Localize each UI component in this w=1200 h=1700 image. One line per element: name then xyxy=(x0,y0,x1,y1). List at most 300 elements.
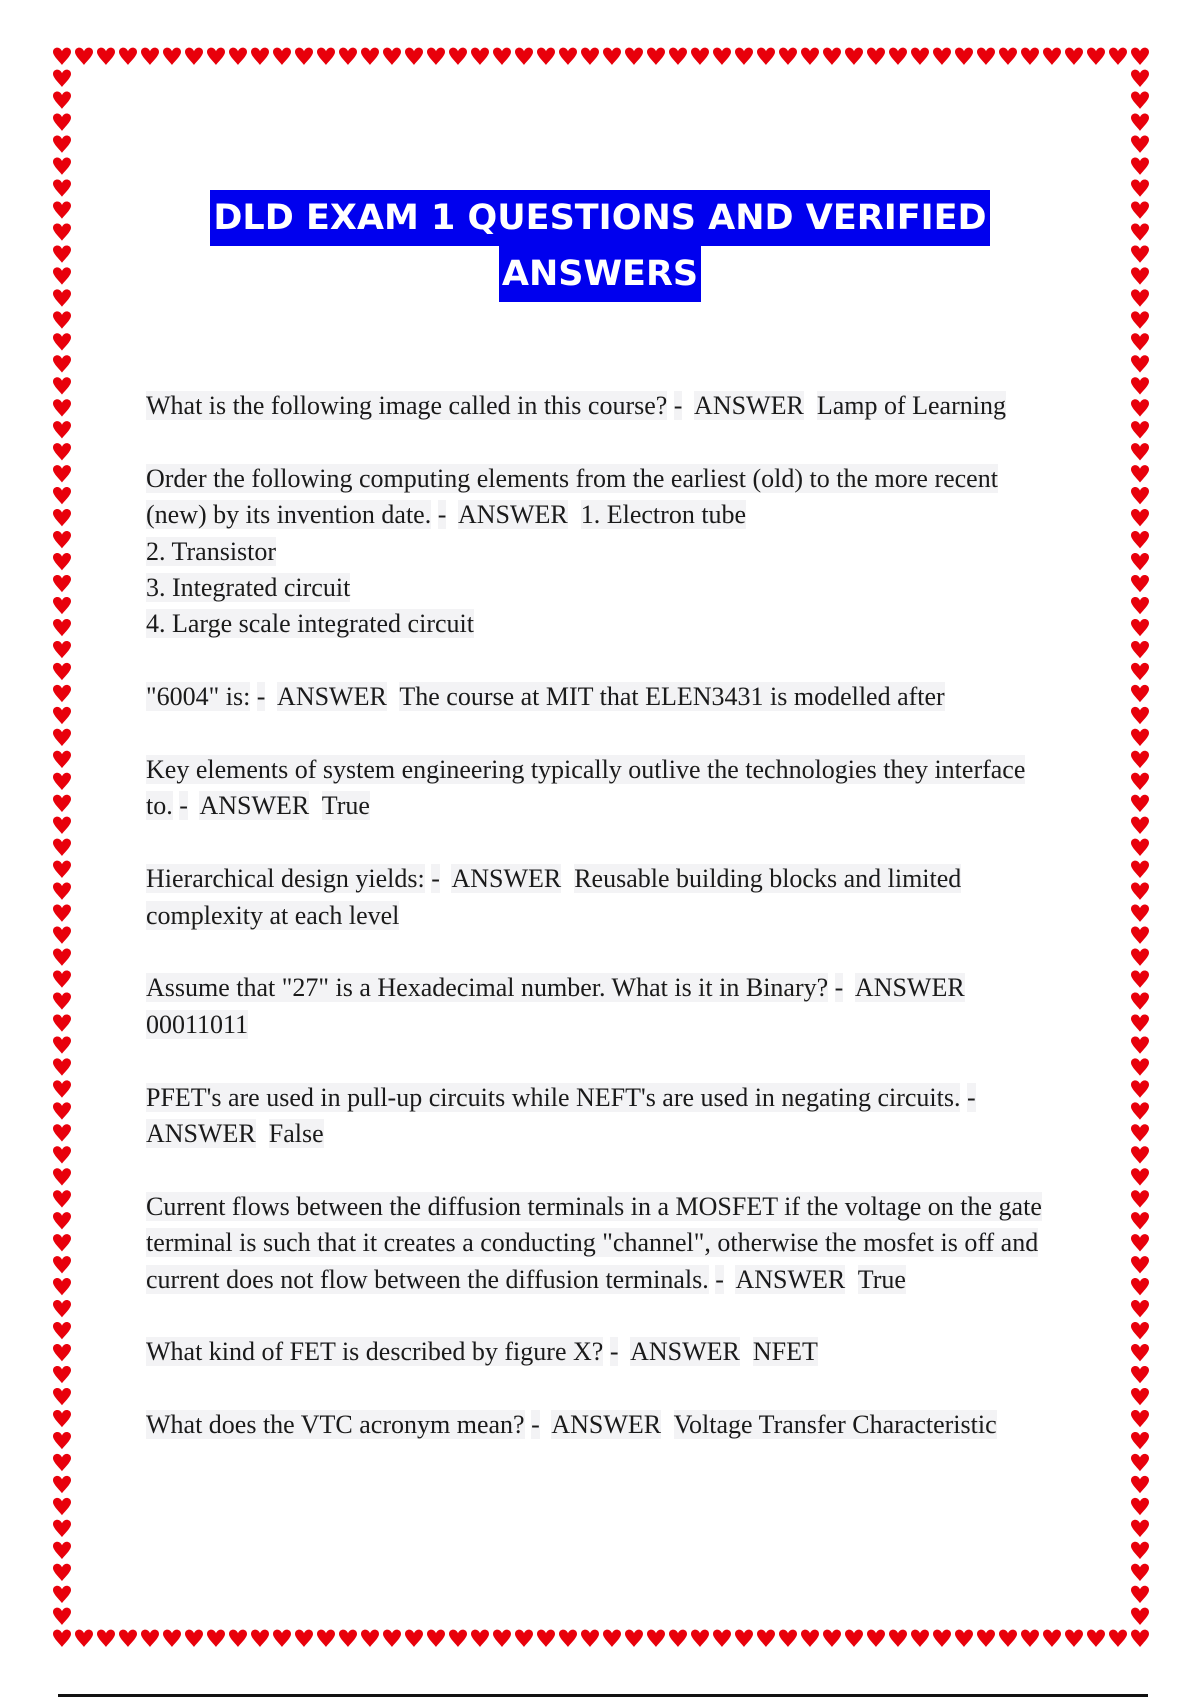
heart-icon xyxy=(53,1014,71,1031)
question-text: Assume that "27" is a Hexadecimal number. What is it in Binary? xyxy=(146,973,829,1003)
heart-icon xyxy=(1131,1168,1149,1185)
heart-icon xyxy=(53,92,71,109)
heart-icon xyxy=(53,399,71,416)
question-text: "6004" is: xyxy=(146,682,251,712)
heart-icon xyxy=(1131,509,1149,526)
heart-icon xyxy=(53,311,71,328)
qa-item xyxy=(146,1080,1056,1153)
heart-icon xyxy=(757,1630,775,1647)
answer-label: ANSWER xyxy=(146,1119,256,1149)
heart-icon xyxy=(581,1630,599,1647)
heart-icon xyxy=(1021,1630,1039,1647)
heart-icon xyxy=(163,48,181,65)
heart-icon xyxy=(1131,333,1149,350)
heart-icon xyxy=(977,1630,995,1647)
heart-icon xyxy=(97,1630,115,1647)
answer-text: NFET xyxy=(752,1337,818,1367)
heart-icon xyxy=(1131,531,1149,548)
heart-icon xyxy=(911,1630,929,1647)
heart-icon xyxy=(339,48,357,65)
heart-icon xyxy=(471,1630,489,1647)
question-text: Hierarchical design yields: xyxy=(146,864,425,894)
answer-label: ANSWER xyxy=(451,864,562,894)
heart-icon xyxy=(53,1630,71,1647)
heart-icon xyxy=(537,48,555,65)
heart-icon xyxy=(669,1630,687,1647)
heart-icon xyxy=(1065,48,1083,65)
heart-icon xyxy=(53,970,71,987)
heart-icon xyxy=(53,531,71,548)
heart-icon xyxy=(647,48,665,65)
heart-icon xyxy=(383,1630,401,1647)
heart-icon xyxy=(53,949,71,966)
heart-icon xyxy=(53,201,71,218)
heart-icon xyxy=(691,48,709,65)
heart-icon xyxy=(911,48,929,65)
heart-icon xyxy=(1131,1300,1149,1317)
heart-icon xyxy=(493,48,511,65)
heart-icon xyxy=(1087,1630,1105,1647)
heart-icon xyxy=(207,48,225,65)
heart-icon xyxy=(1131,1498,1149,1515)
answer-label: ANSWER xyxy=(694,391,804,420)
heart-icon xyxy=(295,48,313,65)
answer-text: 3. Integrated circuit xyxy=(146,573,351,603)
qa-item xyxy=(146,1407,1056,1443)
heart-icon xyxy=(713,1630,731,1647)
question-text: PFET's are used in pull-up circuits while NEFT's are used in negating circuits. xyxy=(146,1082,961,1112)
heart-icon xyxy=(1131,970,1149,987)
heart-icon xyxy=(53,1564,71,1581)
heart-icon xyxy=(603,1630,621,1647)
heart-icon xyxy=(53,663,71,680)
heart-icon xyxy=(1131,1608,1149,1625)
answer-text: The course at MIT that ELEN3431 is modelled after xyxy=(399,682,945,712)
heart-icon xyxy=(625,1630,643,1647)
heart-icon xyxy=(1131,751,1149,768)
heart-icon xyxy=(955,1630,973,1647)
heart-icon xyxy=(669,48,687,65)
heart-icon xyxy=(53,1608,71,1625)
heart-icon xyxy=(449,1630,467,1647)
heart-icon xyxy=(625,48,643,65)
answer-separator: - xyxy=(673,391,683,420)
qa-list xyxy=(146,388,1056,1480)
answer-text: False xyxy=(268,1119,324,1149)
heart-icon xyxy=(1131,377,1149,394)
heart-icon xyxy=(53,773,71,790)
heart-icon xyxy=(1131,1058,1149,1075)
heart-icon xyxy=(53,992,71,1009)
answer-text: Reusable building blocks and limited complexity at each level xyxy=(146,864,962,930)
heart-icon xyxy=(647,1630,665,1647)
heart-icon xyxy=(53,1080,71,1097)
answer-label: ANSWER xyxy=(199,791,310,821)
heart-icon xyxy=(1131,1388,1149,1405)
heart-icon xyxy=(1131,311,1149,328)
heart-icon xyxy=(1131,355,1149,372)
heart-icon xyxy=(1109,48,1127,65)
heart-icon xyxy=(757,48,775,65)
qa-item xyxy=(146,970,1056,1043)
heart-icon xyxy=(1131,179,1149,196)
heart-icon xyxy=(1131,245,1149,262)
heart-icon xyxy=(1087,48,1105,65)
heart-icon xyxy=(1131,1520,1149,1537)
heart-icon xyxy=(889,1630,907,1647)
heart-icon xyxy=(361,48,379,65)
heart-icon xyxy=(53,465,71,482)
heart-icon xyxy=(1131,223,1149,240)
heart-icon xyxy=(53,1366,71,1383)
heart-icon xyxy=(229,1630,247,1647)
heart-icon xyxy=(823,1630,841,1647)
heart-icon xyxy=(53,1146,71,1163)
heart-icon xyxy=(273,1630,291,1647)
heart-icon xyxy=(1131,158,1149,175)
heart-icon xyxy=(449,48,467,65)
heart-icon xyxy=(251,48,269,65)
heart-icon xyxy=(1043,1630,1061,1647)
heart-icon xyxy=(1131,1586,1149,1603)
heart-icon xyxy=(53,136,71,153)
heart-icon xyxy=(735,48,753,65)
heart-icon xyxy=(1131,48,1149,65)
heart-icon xyxy=(1131,861,1149,878)
heart-icon xyxy=(1131,1476,1149,1493)
heart-icon xyxy=(1131,70,1149,87)
page-bottom-rule xyxy=(58,1694,1148,1697)
heart-icon xyxy=(889,48,907,65)
heart-icon xyxy=(53,905,71,922)
heart-icon xyxy=(53,1520,71,1537)
qa-item xyxy=(146,461,1056,643)
heart-icon xyxy=(53,421,71,438)
heart-icon xyxy=(383,48,401,65)
heart-icon xyxy=(53,70,71,87)
heart-icon xyxy=(185,1630,203,1647)
heart-icon xyxy=(1131,487,1149,504)
heart-icon xyxy=(53,729,71,746)
heart-icon xyxy=(229,48,247,65)
heart-icon xyxy=(75,48,93,65)
heart-icon xyxy=(53,1190,71,1207)
heart-icon xyxy=(53,267,71,284)
heart-icon xyxy=(1021,48,1039,65)
heart-icon xyxy=(1131,1322,1149,1339)
heart-icon xyxy=(163,1630,181,1647)
heart-icon xyxy=(53,1058,71,1075)
heart-icon xyxy=(119,48,137,65)
heart-icon xyxy=(185,48,203,65)
heart-icon xyxy=(1131,1190,1149,1207)
heart-icon xyxy=(1131,399,1149,416)
heart-icon xyxy=(53,223,71,240)
heart-icon xyxy=(75,1630,93,1647)
heart-icon xyxy=(405,1630,423,1647)
heart-icon xyxy=(1131,641,1149,658)
heart-icon xyxy=(1131,1410,1149,1427)
heart-icon xyxy=(1131,839,1149,856)
heart-icon xyxy=(867,48,885,65)
heart-icon xyxy=(53,1388,71,1405)
heart-icon xyxy=(207,1630,225,1647)
heart-icon xyxy=(779,48,797,65)
heart-icon xyxy=(1131,289,1149,306)
heart-icon xyxy=(53,1410,71,1427)
heart-icon xyxy=(1131,883,1149,900)
heart-icon xyxy=(53,48,71,65)
heart-icon xyxy=(1131,92,1149,109)
heart-icon xyxy=(1131,1542,1149,1559)
heart-icon xyxy=(1131,267,1149,284)
heart-icon xyxy=(53,509,71,526)
heart-icon xyxy=(1131,927,1149,944)
heart-icon xyxy=(53,355,71,372)
qa-item xyxy=(146,752,1056,825)
heart-icon xyxy=(53,114,71,131)
answer-text: True xyxy=(857,1264,906,1294)
answer-label: ANSWER xyxy=(854,973,965,1003)
heart-icon xyxy=(53,795,71,812)
heart-icon xyxy=(1131,1366,1149,1383)
heart-icon xyxy=(53,641,71,658)
heart-icon xyxy=(317,1630,335,1647)
heart-icon xyxy=(779,1630,797,1647)
heart-icon xyxy=(53,1234,71,1251)
heart-icon xyxy=(581,48,599,65)
heart-icon xyxy=(53,575,71,592)
heart-icon xyxy=(53,1476,71,1493)
answer-text: 2. Transistor xyxy=(146,536,277,566)
heart-icon xyxy=(53,597,71,614)
title-line-2: ANSWERS xyxy=(499,246,701,302)
answer-separator: - xyxy=(834,973,844,1003)
qa-item xyxy=(146,1334,1056,1370)
heart-icon xyxy=(603,48,621,65)
heart-icon xyxy=(845,48,863,65)
heart-icon xyxy=(141,1630,159,1647)
answer-text: True xyxy=(321,791,370,821)
heart-icon xyxy=(53,1278,71,1295)
heart-icon xyxy=(53,1432,71,1449)
heart-icon xyxy=(515,1630,533,1647)
heart-icon xyxy=(53,1586,71,1603)
heart-icon xyxy=(955,48,973,65)
heart-icon xyxy=(53,553,71,570)
heart-icon xyxy=(53,1542,71,1559)
heart-icon xyxy=(691,1630,709,1647)
qa-item xyxy=(146,388,1056,424)
qa-item xyxy=(146,679,1056,715)
answer-text: Voltage Transfer Characteristic xyxy=(673,1410,997,1440)
heart-icon xyxy=(53,1498,71,1515)
heart-icon xyxy=(53,158,71,175)
heart-icon xyxy=(1043,48,1061,65)
heart-icon xyxy=(537,1630,555,1647)
answer-separator: - xyxy=(179,791,188,821)
heart-icon xyxy=(1131,1344,1149,1361)
heart-icon xyxy=(53,1300,71,1317)
heart-icon xyxy=(1131,992,1149,1009)
heart-icon xyxy=(53,883,71,900)
heart-icon xyxy=(1131,553,1149,570)
heart-icon xyxy=(1131,817,1149,834)
heart-icon xyxy=(933,48,951,65)
heart-icon xyxy=(559,48,577,65)
heart-icon xyxy=(845,1630,863,1647)
heart-icon xyxy=(53,245,71,262)
answer-text: 00011011 xyxy=(146,1009,249,1039)
heart-icon xyxy=(801,48,819,65)
heart-icon xyxy=(1131,707,1149,724)
heart-icon xyxy=(867,1630,885,1647)
answer-label: ANSWER xyxy=(457,500,568,530)
question-text: What kind of FET is described by figure X? xyxy=(146,1337,604,1367)
heart-icon xyxy=(1131,1278,1149,1295)
heart-icon xyxy=(1131,575,1149,592)
heart-icon xyxy=(999,48,1017,65)
heart-icon xyxy=(53,1256,71,1273)
heart-icon xyxy=(1131,795,1149,812)
heart-icon xyxy=(53,487,71,504)
answer-text: 1. Electron tube xyxy=(580,500,747,530)
heart-icon xyxy=(1131,1454,1149,1471)
heart-icon xyxy=(251,1630,269,1647)
heart-icon xyxy=(559,1630,577,1647)
heart-icon xyxy=(1131,1146,1149,1163)
heart-icon xyxy=(53,1168,71,1185)
heart-icon xyxy=(1131,1014,1149,1031)
heart-icon xyxy=(405,48,423,65)
document-title xyxy=(100,190,1100,302)
heart-icon xyxy=(53,707,71,724)
heart-icon xyxy=(515,48,533,65)
title-line-1: DLD EXAM 1 QUESTIONS AND VERIFIED xyxy=(210,190,989,246)
heart-icon xyxy=(1131,1630,1149,1647)
qa-item xyxy=(146,1189,1056,1298)
heart-icon xyxy=(53,685,71,702)
heart-icon xyxy=(339,1630,357,1647)
heart-icon xyxy=(1131,663,1149,680)
answer-separator: - xyxy=(609,1337,619,1367)
answer-label: ANSWER xyxy=(630,1337,740,1367)
heart-icon xyxy=(1131,1124,1149,1141)
heart-icon xyxy=(53,751,71,768)
heart-icon xyxy=(999,1630,1017,1647)
heart-icon xyxy=(1131,421,1149,438)
heart-icon xyxy=(53,839,71,856)
heart-icon xyxy=(933,1630,951,1647)
heart-icon xyxy=(1131,949,1149,966)
heart-icon xyxy=(1131,1432,1149,1449)
answer-label: ANSWER xyxy=(551,1410,662,1440)
heart-icon xyxy=(1131,597,1149,614)
heart-icon xyxy=(53,619,71,636)
heart-icon xyxy=(471,48,489,65)
heart-icon xyxy=(1131,685,1149,702)
question-text: What does the VTC acronym mean? xyxy=(146,1410,525,1440)
answer-separator: - xyxy=(431,864,440,894)
heart-icon xyxy=(295,1630,313,1647)
answer-list-line xyxy=(146,534,1056,570)
heart-icon xyxy=(1131,1256,1149,1273)
heart-icon xyxy=(53,1454,71,1471)
heart-icon xyxy=(53,443,71,460)
answer-separator: - xyxy=(966,1082,976,1112)
heart-icon xyxy=(801,1630,819,1647)
heart-icon xyxy=(53,1212,71,1229)
heart-icon xyxy=(1131,1080,1149,1097)
answer-label: ANSWER xyxy=(277,682,387,712)
heart-icon xyxy=(361,1630,379,1647)
heart-icon xyxy=(97,48,115,65)
heart-icon xyxy=(53,333,71,350)
heart-icon xyxy=(1131,1564,1149,1581)
heart-icon xyxy=(1131,136,1149,153)
heart-icon xyxy=(1131,443,1149,460)
answer-separator: - xyxy=(437,500,447,530)
heart-icon xyxy=(53,179,71,196)
heart-icon xyxy=(427,48,445,65)
heart-icon xyxy=(1131,201,1149,218)
heart-icon xyxy=(119,1630,137,1647)
answer-label: ANSWER xyxy=(735,1264,846,1294)
question-text: Key elements of system engineering typically outlive the technologies they interface to. xyxy=(146,755,1026,821)
heart-icon xyxy=(977,48,995,65)
heart-icon xyxy=(141,48,159,65)
heart-icon xyxy=(53,377,71,394)
heart-icon xyxy=(1109,1630,1127,1647)
heart-icon xyxy=(53,817,71,834)
answer-separator: - xyxy=(715,1264,724,1294)
answer-list-line xyxy=(146,606,1056,642)
answer-list-line xyxy=(146,570,1056,606)
heart-icon xyxy=(53,1102,71,1119)
heart-icon xyxy=(1131,905,1149,922)
heart-icon xyxy=(53,927,71,944)
question-text: What is the following image called in this course? xyxy=(146,391,668,420)
heart-icon xyxy=(53,1322,71,1339)
heart-icon xyxy=(1131,465,1149,482)
heart-icon xyxy=(713,48,731,65)
heart-icon xyxy=(317,48,335,65)
heart-icon xyxy=(1131,1212,1149,1229)
heart-icon xyxy=(493,1630,511,1647)
heart-icon xyxy=(1131,1036,1149,1053)
question-text: Order the following computing elements from the earliest (old) to the more recent (new) by its invention date. xyxy=(146,463,998,530)
heart-icon xyxy=(53,1344,71,1361)
heart-icon xyxy=(1131,114,1149,131)
heart-icon xyxy=(1131,1102,1149,1119)
heart-icon xyxy=(1131,619,1149,636)
question-text: Current flows between the diffusion terminals in a MOSFET if the voltage on the gate terminal is such that it creates a conducting "channel", otherwise the mosfet is off and current does not flow between the diffusion terminals. xyxy=(146,1191,1042,1294)
heart-icon xyxy=(53,1036,71,1053)
heart-icon xyxy=(1131,1234,1149,1251)
heart-icon xyxy=(1131,729,1149,746)
answer-text: 4. Large scale integrated circuit xyxy=(146,609,474,639)
heart-icon xyxy=(427,1630,445,1647)
answer-text: Lamp of Learning xyxy=(816,391,1006,420)
heart-icon xyxy=(735,1630,753,1647)
qa-item xyxy=(146,861,1056,934)
heart-icon xyxy=(53,861,71,878)
heart-icon xyxy=(53,1124,71,1141)
heart-icon xyxy=(1131,773,1149,790)
answer-separator: - xyxy=(256,682,266,712)
heart-icon xyxy=(1065,1630,1083,1647)
answer-separator: - xyxy=(531,1410,540,1440)
